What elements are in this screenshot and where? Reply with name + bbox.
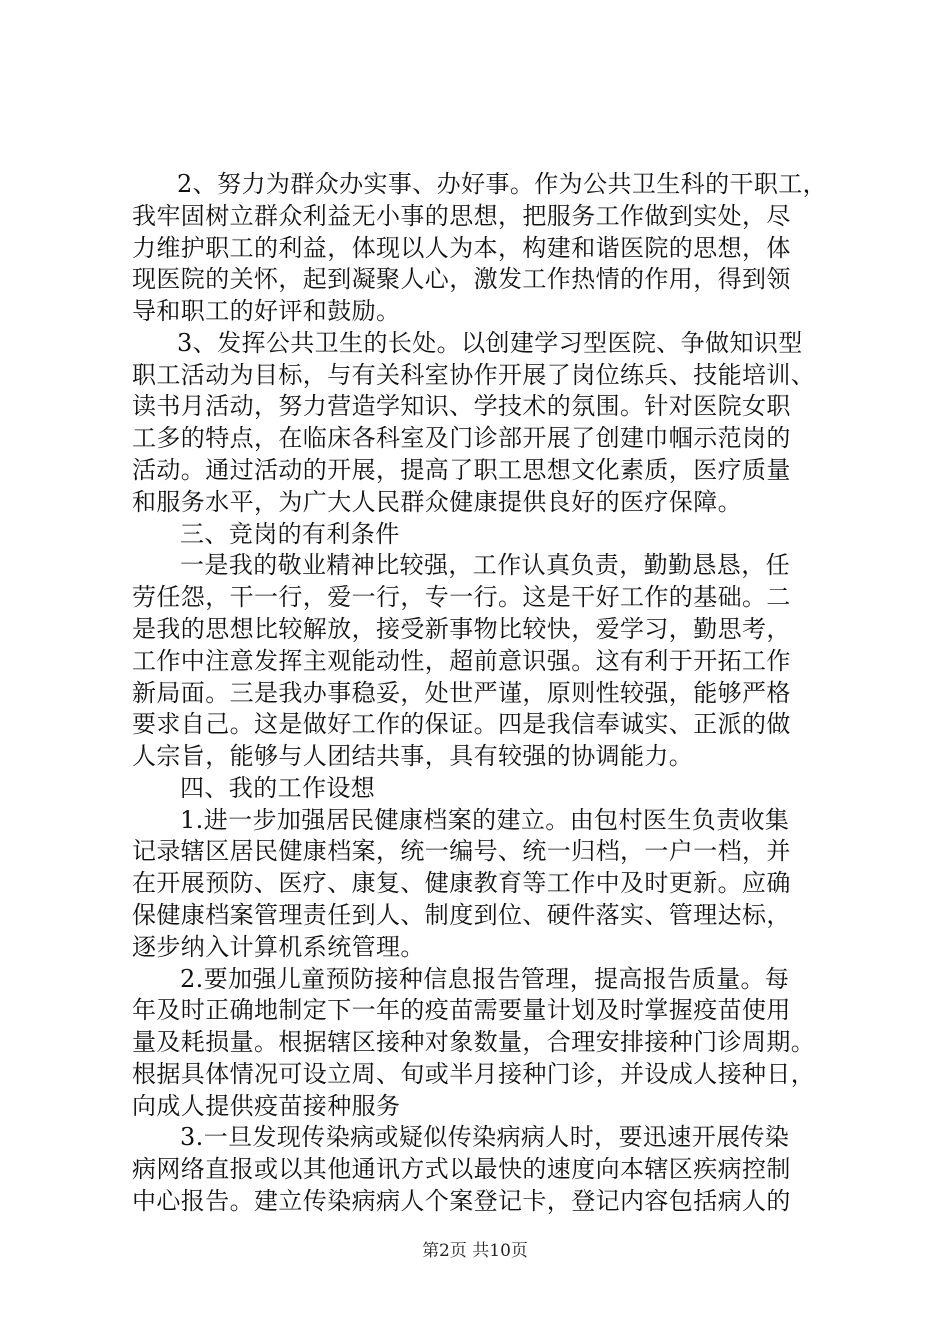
text-line: 我牢固树立群众利益无小事的思想，把服务工作做到实处，尽 <box>132 202 791 230</box>
text-line: 在开展预防、医疗、康复、健康教育等工作中及时更新。应确 <box>132 869 791 897</box>
text-line: 人宗旨，能够与人团结共事，具有较强的协调能力。 <box>132 742 694 770</box>
text-line: 是我的思想比较解放，接受新事物比较快，爱学习，勤思考， <box>132 615 791 643</box>
text-line: 向成人提供疫苗接种服务 <box>132 1092 401 1120</box>
text-line: 逐步纳入计算机系统管理。 <box>132 933 425 961</box>
text-line: 工多的特点，在临床各科室及门诊部开展了创建巾帼示范岗的 <box>132 424 791 452</box>
page-footer: 第2页 共10页 <box>422 1241 528 1261</box>
text-line: 劳任怨，干一行，爱一行，专一行。这是干好工作的基础。二 <box>132 583 791 611</box>
text-line: 现医院的关怀，起到凝聚人心，激发工作热情的作用，得到领 <box>132 265 791 293</box>
text-line: 职工活动为目标，与有关科室协作开展了岗位练兵、技能培训、 <box>132 361 816 389</box>
text-line: 量及耗损量。根据辖区接种对象数量，合理安排接种门诊周期。 <box>132 1028 816 1056</box>
text-line: 年及时正确地制定下一年的疫苗需要量计划及时掌握疫苗使用 <box>132 996 791 1024</box>
text-line: 中心报告。建立传染病病人个案登记卡，登记内容包括病人的 <box>132 1187 791 1215</box>
section-heading: 三、竞岗的有利条件 <box>180 520 400 548</box>
text-line: 2、努力为群众办实事、办好事。作为公共卫生科的干职工， <box>177 170 828 198</box>
text-line: 工作中注意发挥主观能动性，超前意识强。这有利于开拓工作 <box>132 647 791 675</box>
text-line: 3.一旦发现传染病或疑似传染病病人时，要迅速开展传染 <box>180 1123 790 1151</box>
text-line: 根据具体情况可设立周、旬或半月接种门诊，并设成人接种日， <box>132 1060 816 1088</box>
text-line: 保健康档案管理责任到人、制度到位、硬件落实、管理达标， <box>132 901 791 929</box>
text-line: 一是我的敬业精神比较强，工作认真负责，勤勤恳恳，任 <box>180 551 790 579</box>
text-line: 和服务水平，为广大人民群众健康提供良好的医疗保障。 <box>132 488 742 516</box>
text-line: 读书月活动，努力营造学知识、学技术的氛围。针对医院女职 <box>132 392 791 420</box>
text-line: 3、发挥公共卫生的长处。以创建学习型医院、争做知识型 <box>177 329 803 357</box>
text-line: 记录辖区居民健康档案，统一编号、统一归档，一户一档，并 <box>132 837 791 865</box>
text-line: 新局面。三是我办事稳妥，处世严谨，原则性较强，能够严格 <box>132 679 791 707</box>
section-heading: 四、我的工作设想 <box>180 774 376 802</box>
text-line: 导和职工的好评和鼓励。 <box>132 297 401 325</box>
text-line: 病网络直报或以其他通讯方式以最快的速度向本辖区疾病控制 <box>132 1155 791 1183</box>
text-line: 力维护职工的利益，体现以人为本，构建和谐医院的思想，体 <box>132 234 791 262</box>
text-line: 活动。通过活动的开展，提高了职工思想文化素质，医疗质量 <box>132 456 791 484</box>
text-line: 1.进一步加强居民健康档案的建立。由包村医生负责收集 <box>180 806 790 834</box>
text-line: 2.要加强儿童预防接种信息报告管理，提高报告质量。每 <box>180 965 790 993</box>
text-line: 要求自己。这是做好工作的保证。四是我信奉诚实、正派的做 <box>132 710 791 738</box>
